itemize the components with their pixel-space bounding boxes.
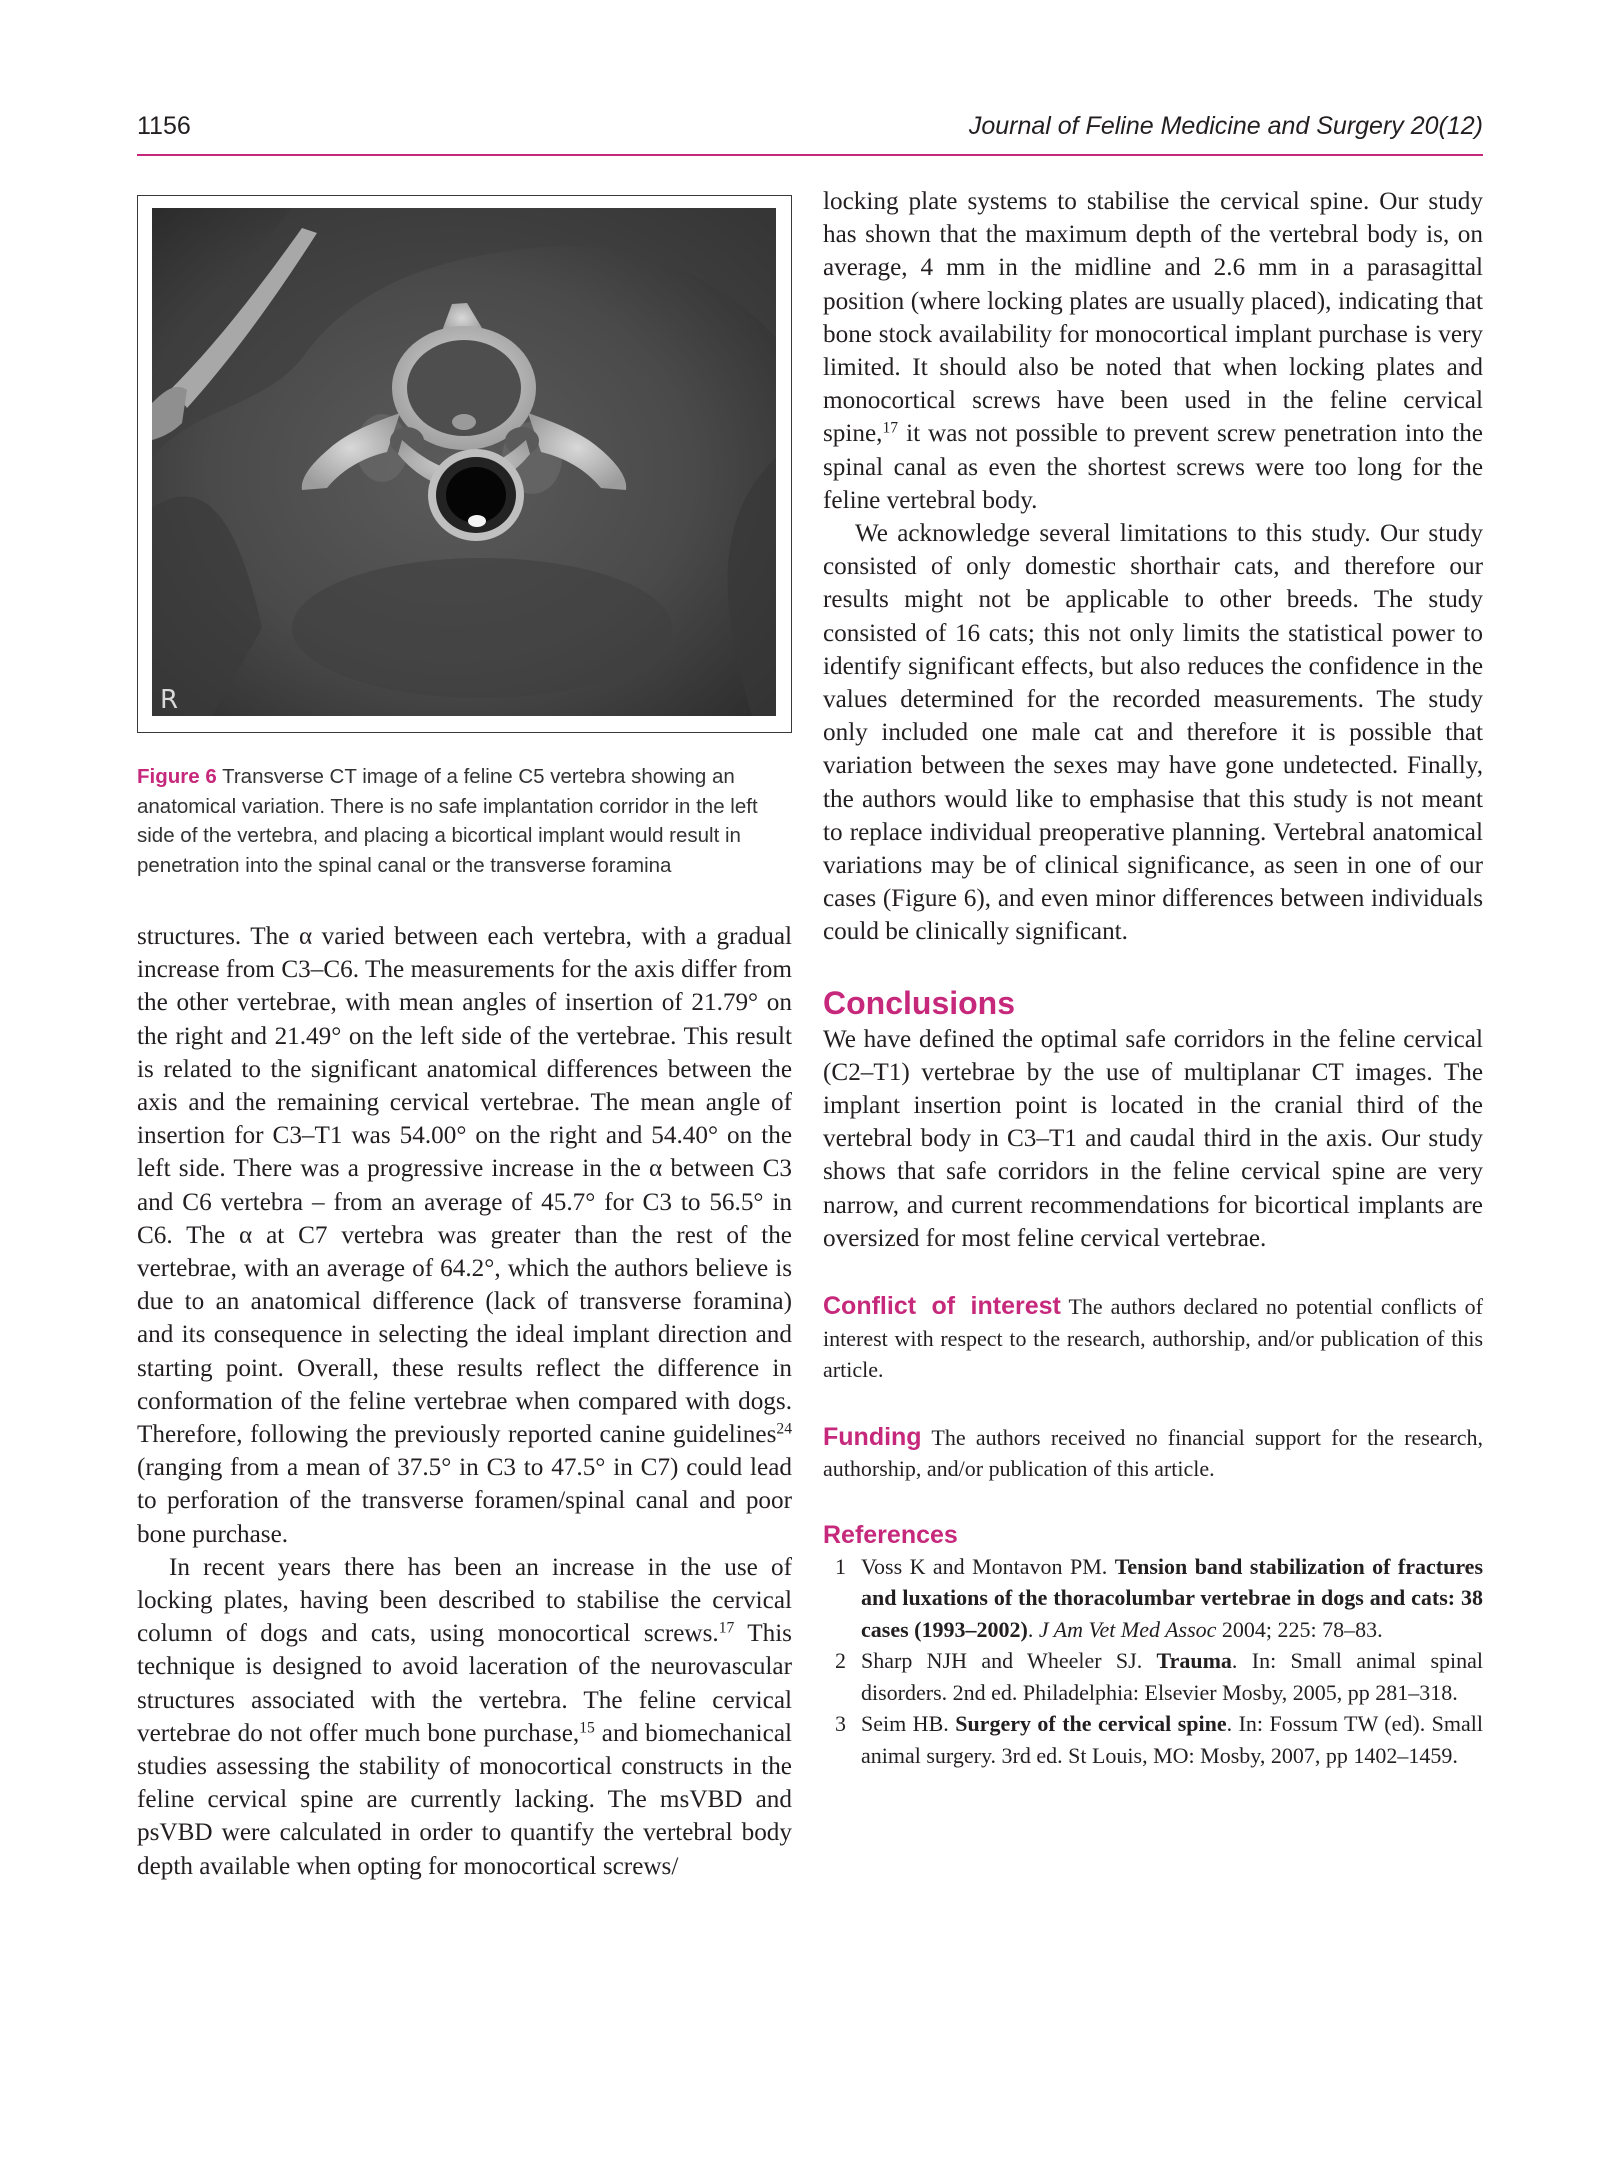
conflict-of-interest: Conflict of interest The authors declared no potential conflicts of interest with respect to the research, authorship, and/or publication of this article. — [823, 1292, 1483, 1383]
citation: 17 — [882, 419, 899, 437]
reference-number: 2 — [835, 1648, 846, 1674]
left-column — [137, 195, 792, 1883]
body-paragraph: structures. The α varied between each vertebra, with a gradual increase from C3–C6. The measurements for the axis differ from the other vertebrae, with mean angles of insertion of 21.79° on the right and 21.49° on the left side of the vertebrae. This result is related to the significant anatomical differences between the axis and the remaining cervical vertebrae. The mean angle of insertion for C3–T1 was 54.00° on the right and 54.40° on the left side. There was a progressive increase in the α between C3 and C6 vertebra – from an average of 45.7° for C3 to 56.5° in C6. The α at C7 vertebra was greater than the rest of the vertebrae, with an average of 64.2°, which the authors believe is due to an anatomical difference (lack of transverse foramina) and its consequence in selecting the ideal implant direction and starting point. Overall, these results reflect the difference in conformation of the feline vertebrae when compared with dogs. Therefore, following the previously reported canine guidelines$^{24}$ (ranging from a mean of 37.5° in C3 to 47.5° in C7) could lead to perforation of the transverse foramen/spinal canal and poor bone purchase. — [137, 923, 792, 1548]
reference-title: Tension band stabilization of fractures and luxations of the thoracolumbar vertebrae in dogs and cats: 38 cases (1993–2002) — [861, 1553, 1484, 1642]
reference-number: 1 — [835, 1553, 846, 1579]
conflict-heading: Conflict of interest — [823, 1292, 1061, 1321]
reference-title: Surgery of the cervical spine — [955, 1711, 1227, 1737]
reference-item: 3 Seim HB. Surgery of the cervical spine. In: Fossum TW (ed). Small animal surgery. 3rd ed. St Louis, MO: Mosby, 2007, pp 1402–1459. — [823, 1708, 1483, 1771]
image-orientation-label: R — [160, 685, 179, 715]
funding-statement: Funding The authors received no financial support for the research, authorship, and/or publication of this article. — [823, 1422, 1483, 1482]
conclusions-heading: Conclusions — [823, 984, 1016, 1021]
conclusions-text: We have defined the optimal safe corridors in the feline cervical (C2–T1) vertebrae by the use of multiplanar CT images. The implant insertion point is located in the cranial third of the vertebral body in C3–T1 and caudal third in the axis. Our study shows that safe corridors in the feline cervical spine are very narrow, and current recommendations for bicortical implants are oversized for most feline cervical vertebrae. — [823, 1025, 1483, 1252]
reference-item: 2 Sharp NJH and Wheeler SJ. Trauma. In: Small animal spinal disorders. 2nd ed. Philadelphia: Elsevier Mosby, 2005, pp 281–318. — [823, 1645, 1483, 1708]
body-paragraph: We acknowledge several limitations to this study. Our study consisted of only domestic shorthair cats, and therefore our results might not be applicable to other breeds. The study consisted of 16 cats; this not only limits the statistical power to identify significant effects, but also reduces the confidence in the values determined for the recorded measurements. The study only included one male cat and therefore it is possible that variation between the sexes may have gone undetected. Finally, the authors would like to emphasise that this study is not meant to replace individual preoperative planning. Vertebral anatomical variations may be of clinical significance, as seen in one of our cases (Figure 6), and even minor differences between individuals could be clinically significant. — [823, 520, 1483, 946]
reference-number: 3 — [835, 1711, 846, 1737]
citation: 17 — [718, 1619, 735, 1637]
funding-heading: Funding — [823, 1422, 922, 1451]
reference-journal: J Am Vet Med Assoc — [1038, 1616, 1217, 1642]
ct-scan-image — [152, 208, 776, 716]
figure-frame — [137, 195, 792, 733]
figure-label: Figure 6 — [137, 765, 217, 788]
body-paragraph: locking plate systems to stabilise the cervical spine. Our study has shown that the maximum depth of the vertebral body is, on average, 4 mm in the midline and 2.6 mm in a parasagittal position (where locking plates are usually placed), indicating that bone stock availability for monocortical implant purchase is very limited. It should also be noted that when locking plates and monocortical screws have been used in the feline cervical spine,$^{17}$ it was not possible to prevent screw penetration into the spinal canal as even the shortest screws were too long for the feline vertebral body. — [823, 188, 1483, 514]
right-column — [823, 185, 1483, 1771]
reference-item: 1 Voss K and Montavon PM. Tension band stabilization of fractures and luxations of the thoracolumbar vertebrae in dogs and cats: 38 cases (1993–2002). J Am Vet Med Assoc 2004; 225: 78–83. — [823, 1551, 1483, 1646]
figure-caption — [137, 762, 792, 880]
body-paragraph: In recent years there has been an increase in the use of locking plates, having been described to stabilise the cervical column of dogs and cats, using monocortical screws.$^{17}$ This technique is designed to avoid laceration of the neurovascular structures associated with the vertebra. The feline cervical vertebrae do not offer much bone purchase,$^{15}$ and biomechanical studies assessing the stability of monocortical constructs in the feline cervical spine are currently lacking. The msVBD and psVBD were calculated in order to quantify the vertebral body depth available when opting for monocortical screws/ — [137, 1553, 792, 1880]
references-heading: References — [823, 1520, 958, 1549]
figure-caption-text: Transverse CT image of a feline C5 vertebra showing an anatomical variation. There is no safe implantation corridor in the left side of the vertebra, and placing a bicortical implant would result in penetration into the spinal canal or the transverse foramina — [137, 765, 758, 877]
journal-name: Journal of Feline Medicine and Surgery 20(12) — [968, 112, 1483, 140]
citation: 24 — [776, 1420, 792, 1438]
page-number: 1156 — [137, 112, 191, 140]
reference-title: Trauma — [1156, 1648, 1232, 1674]
running-head — [137, 108, 1483, 156]
citation: 15 — [579, 1719, 595, 1737]
